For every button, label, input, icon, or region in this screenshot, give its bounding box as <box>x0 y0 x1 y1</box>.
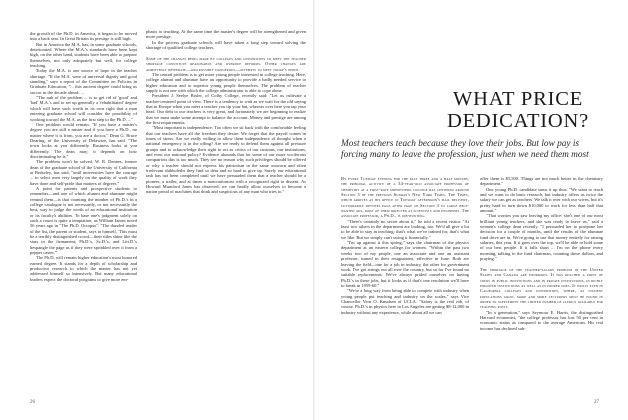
right-page-column-1 <box>341 176 469 391</box>
left-page-column-1 <box>30 31 137 398</box>
paragraph: In the process graduate schools will have taken a long step toward solving the shortage of qualified college teachers. <box>146 39 306 51</box>
paragraph: The Ph.D. will remain higher education's most honored earned degree. It stands for a depth of scholarship and productive research to which the master has not yet addressed himself so intensively. But many educational leaders expect the doctoral programs to give more em- <box>30 255 137 282</box>
section-opening-paragraph: Some of the changes being made by colleges and universities to meet the teacher shortage constitute reasonable and overdue reforms. Other changes are admittedly desperate—and possibly dangerous—attempts to meet today's needs. <box>146 55 306 72</box>
paragraph: A point for parents and prospective students to remember—and one of which alumni and alumnae might remind them—is that counting the number of Ph.D.'s in a college catalogue is not necessarily, or not necessarily the best, way to judge the worth of an educational institution or its faculty's abilities. To base one's judgment solely on such a count is quite a temptation, as William James noted 56 years ago in "The Ph.D. Octopus": "The dazzled reader of the list, the parent or student, says to himself, 'This must be a terribly distinguished crowd—their titles shine like the stars in the firmament; Ph.D.'s, Sc.D.'s, and Litt.D.'s bespangle the page as if they were sprinkled over it from a pepper caster.'" <box>30 185 137 256</box>
paragraph: Today the M.A. is one source of hope in the teacher shortage. "If the M.A. were of universal dignity and good standing," says a report of the Committee on Policies in Graduate Education, "... this ancient degree could bring us succor in the decade ahead. ... <box>30 68 137 95</box>
page-number-left: 26 <box>30 400 35 405</box>
paragraph: The central problem is to get more young people interested in college teaching. Here, college alumni and alumnae have an opportunity to provide a badly needed service to higher education and to superior young people themselves. The problem of teacher supply is not one with which the college administrator is able to cope alone. <box>146 71 306 93</box>
paragraph: "I'm up against it this spring," says the chairman of the physics department at an eastern college for women. "Within the past two weeks two of my people, one an associate and one an assistant professor, turned in their resignations, effective in June. Both are leaving the field—one for a job in industry, the other for government work. I've got strings out all over the country, but so far I've found no suitable replacements. We've always prided ourselves on having Ph.D.'s in these jobs, but it looks as if that's one resolution we'll have to break in 1959-60." <box>341 240 469 288</box>
paragraph: One problem would remain. "If you have a master's degree you are still a mister and if you have a Ph.D., no matter where it is from, you are a doctor," Dean G. Bruce Dearing, of the University of Delaware, has said. "The town looks at you differently. Business looks at you differently. The dean may; it depends on how discriminating he is." <box>30 121 137 159</box>
paragraph: One young Ph.D. candidate sums it up thus: "We want to teach and we want to do basic research, but industry offers us twice the salary we can get as teachers. We talk it over with our wives, but it's pretty hard to turn down $10,000 to work for less than half that amount." <box>480 186 603 214</box>
paragraph: "In a generation," says Seymour E. Harris, the distinguished Harvard economist, "the college professor has lost 50 per cent in economic status as compared to the average American. His real income has declined sub- <box>480 309 603 331</box>
page-number-right: 27 <box>594 400 599 405</box>
paragraph: But in America the M.A. has, in some graduate schools, deteriorated. Where the M.A.'s standards have been kept high, on the other hand, students have been able to prepare themselves, not only adequately but well, for college teaching. <box>30 41 137 69</box>
paragraph: "We're a long way from being able to compete with industry when young people put teaching and industry on the scales," says Vice Chancellor Vern O. Knudsen of UCLA. "Salary is the real rub, of course. Ph.D.'s in physics here in Los Angeles are getting $8-12,000 in industry without any experience, while about all we can <box>341 288 469 315</box>
article-deck: Most teachers teach because they love their jobs. But low pay is forcing many to leave the profession, just when we need them most <box>341 139 589 161</box>
page-gutter <box>313 0 315 420</box>
section-opening-paragraph: The shortage of the teacher-salary problem in the United States and Canada are enormous. It has reached a point of crisis in public institutions and in private institutions, in richly endowed institutions as well as in poorer ones. It exists even in California colleges and universities, where, as student populations grow, more and more lecturers must be found in order to supplement the limited number of clerics available for teaching posts. <box>480 267 603 310</box>
paragraph: "There's certainly no secret about it," he told a recent visitor. "At least two others in the department are looking, too. We'd all give a lot to be able to stay in teaching; that's what we've trained for, that's what we like. But we simply can't swing it financially." <box>341 218 469 240</box>
paragraph: phasis to teaching. At the same time the master's degree will be strengthened and given more prestige. <box>146 29 306 40</box>
article-headline: WHAT PRICE DEDICATION? <box>446 88 590 132</box>
paragraph: "That worries you saw leaving my office: she's one of our most brilliant young teachers, and she was ready to leave us," said a women's college dean recently. "I persuaded her to postpone her decision for a couple of months, until the results of the alumnae fund drive are in. We're going to use that money entirely for raising salaries, this year. If it goes over the top, we'll be able to hold some of our best people. If it falls short ... I'm on the phone every morning, talking to the fund chairman, counting those dollars, and praying." <box>480 213 603 262</box>
left-page-column-2 <box>146 29 306 295</box>
paragraph: President J. Seelye Bixler, of Colby College, recently said: "Let us cultivate a teacher-centered point of view. There is a tendency to wait as we wait for the old saying that in Europe when you meet a teacher you tip your hat, whereas over here you tap your head. Our debt to our teachers is very great, and fortunately we are beginning to realize that we must make some attempt to balance the account. Money and prestige are among the first requirements. <box>146 93 306 125</box>
opening-paragraph: By every Tuesday evening for the past three and a half months, the principal activity of a 34-year-old associate professor of chemistry at a first-rate midwestern college has centered around Section 3 of the previous Sunday's New York Times. The Times, which arrives at his office in Tuesday afternoon's mail delivery, customarily devotes page after page of Section 3 to large help-wanted ads, most of them directed at scientists and engineers. The associate professor, a Ph.D., is job-hunting. <box>341 176 469 219</box>
paragraph: offer them is $5,500. Things are not much better in the chemistry department." <box>480 176 603 187</box>
paragraph: the growth of the Ph.D. in America, it began to be moved into a back seat. In Great Britain its prestige is still high. <box>30 31 137 42</box>
paragraph: "The nub of the problem ... is to get rid of 'good' and 'bad' M.A.'s and to set up generally a 'rehabilitated' degree which will have such worth in its own right that a man entering graduate school will consider the possibility of working toward the M.A. as the first step to the Ph.D. ..." <box>30 95 137 122</box>
paragraph: "Most important is independence. Too often we sit back with the comfortable feeling that our teachers have all the freedom they desire. We forget that the payoff comes in times of stress. Are we really willing to allow them independence of thought when a national emergency is in the offing? Are we ready to defend them against all pressure groups and to acknowledge their right to act as critics of our customs, our institutions, and even our national policy? Evidence abounds that for some of our more vociferous compatriots this is too much. They see no reason why such privileges should be offered or why a teacher should not express his patriotism in the same outworn and often irrelevant shibboleths they find so dear and so hard to give up. Surely our educational task has not been completed until we have persuaded them that a teacher should be a pioneer, a trailer, and at times a nonconformist with a recognized right to dissent. As Howard Mumford Jones has observed, we can hardly allow ourselves to become a nation proud of machines that think and suspicious of any man who tries to." <box>146 125 306 195</box>
paragraph: The problem won't be solved, W. R. Dennes, former dean of the graduate school of the University of California at Berkeley, has said, "until universities have the courage ... to select men very largely on the quality of work they have done and self-pride that matters of degrees." <box>30 159 137 186</box>
right-page-column-2 <box>480 176 603 391</box>
